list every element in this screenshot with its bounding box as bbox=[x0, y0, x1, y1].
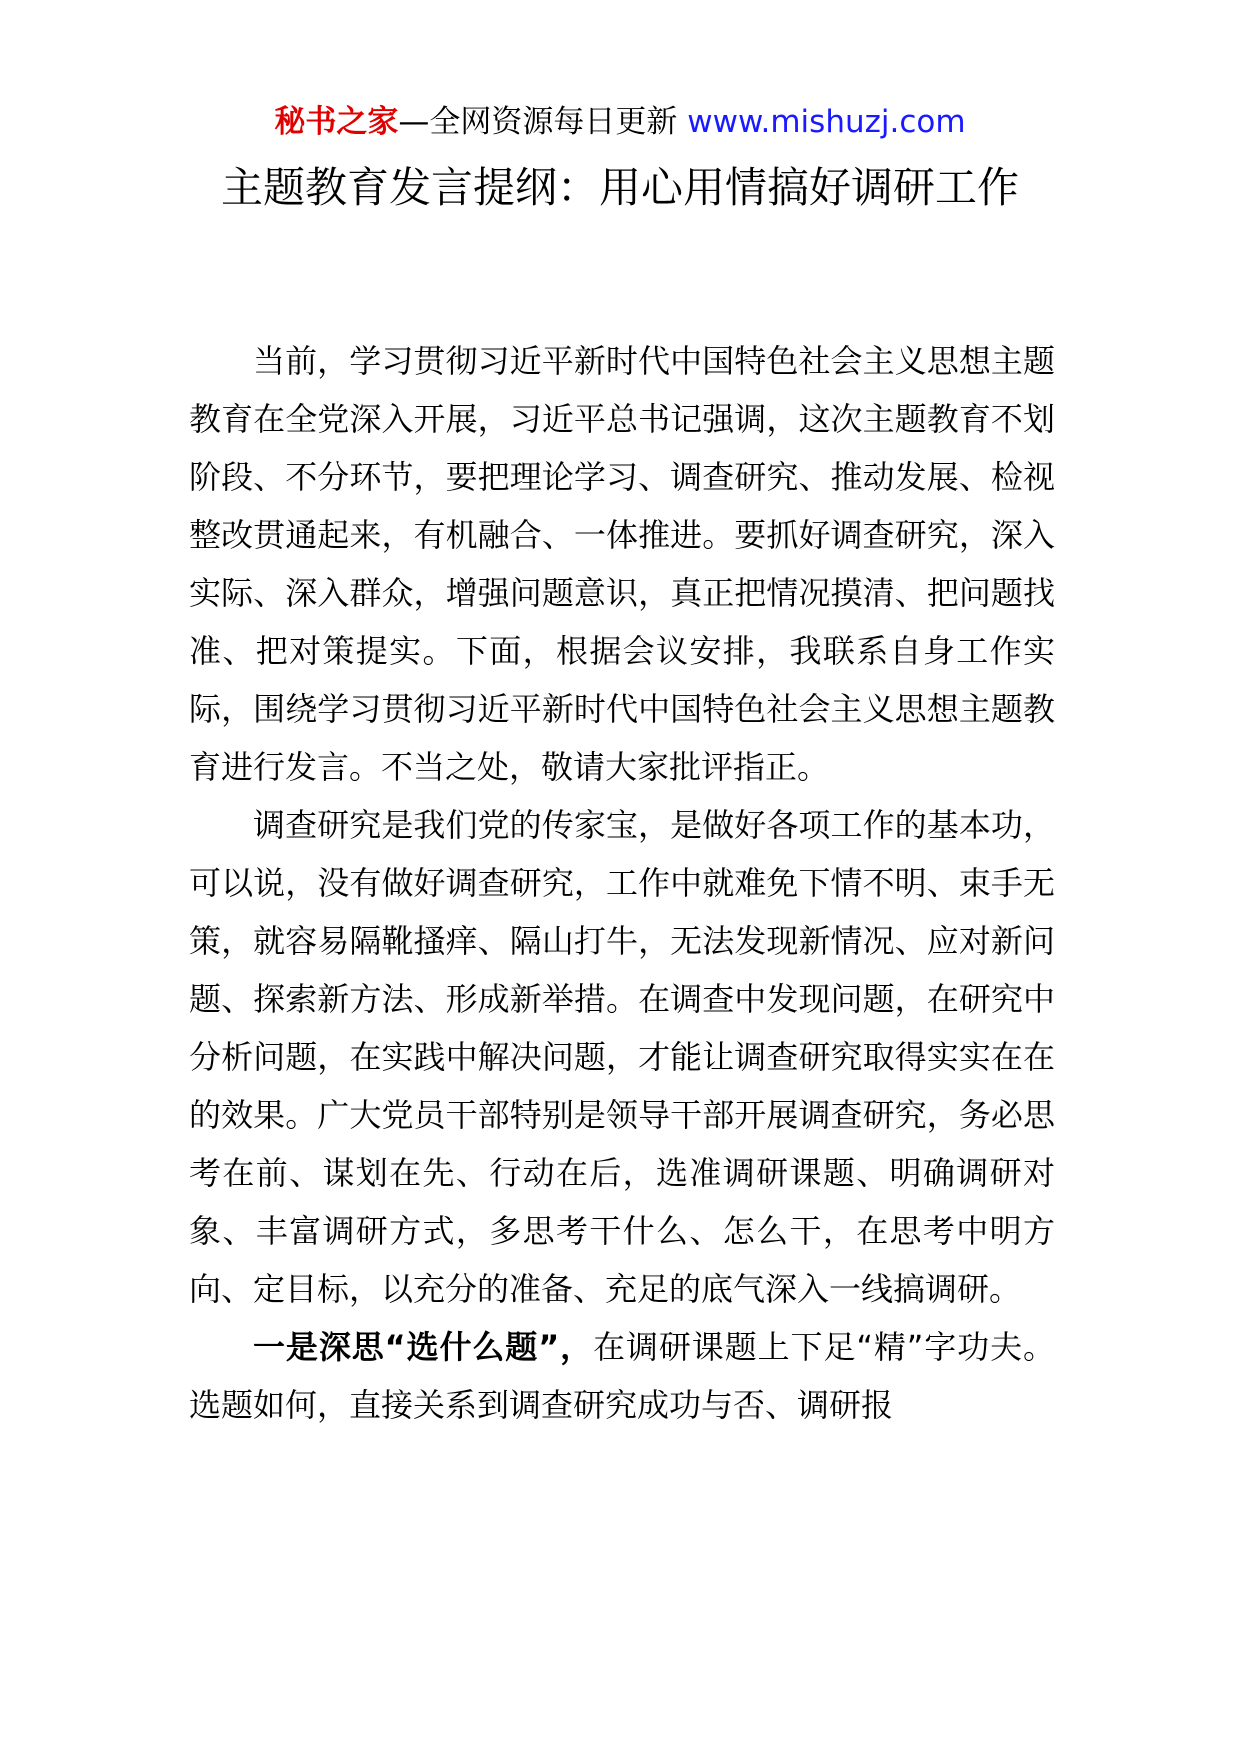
brand-name: 秘书之家 bbox=[274, 104, 399, 140]
paragraph-point-one-lead: 一是深思“选什么题”， bbox=[253, 1328, 594, 1366]
paragraph-research-text: 调查研究是我们党的传家宝，是做好各项工作的基本功，可以说，没有做好调查研究，工作中就难免下情不明、束手无策，就容易隔靴搔痒、隔山打牛，无法发现新情况、应对新问题、探索新方法、形成新举措。在调查中发现问题，在研究中分析问题，在实践中解决问题，才能让调查研究取得实实在在的效果。广大党员干部特别是领导干部开展调查研究，务必思考在前、谋划在先、行动在后，选准调研课题、明确调研对象、丰富调研方式，多思考干什么、怎么干，在思考中明方向、定目标，以充分的准备、充足的底气深入一线搞调研。 bbox=[189, 806, 1055, 1308]
document-body bbox=[189, 332, 1055, 1434]
paragraph-point-one bbox=[189, 1318, 1055, 1434]
paragraph-point-one-text: 在调研课题上下足“精”字功夫。选题如何，直接关系到调查研究成功与否、调研报 bbox=[189, 1328, 1055, 1424]
header-tagline: —全网资源每日更新 bbox=[398, 104, 678, 140]
paragraph-research bbox=[189, 796, 1055, 1318]
site-header bbox=[0, 100, 1240, 144]
paragraph-intro-text: 当前，学习贯彻习近平新时代中国特色社会主义思想主题教育在全党深入开展，习近平总书记强调，这次主题教育不划阶段、不分环节，要把理论学习、调查研究、推动发展、检视整改贯通起来，有机融合、一体推进。要抓好调查研究，深入实际、深入群众，增强问题意识，真正把情况摸清、把问题找准、把对策提实。下面，根据会议安排，我联系自身工作实际，围绕学习贯彻习近平新时代中国特色社会主义思想主题教育进行发言。不当之处，敬请大家批评指正。 bbox=[189, 342, 1055, 786]
paragraph-intro bbox=[189, 332, 1055, 796]
document-title: 主题教育发言提纲：用心用情搞好调研工作 bbox=[220, 163, 1019, 212]
site-url-link[interactable]: www.mishuzj.com bbox=[687, 104, 966, 140]
